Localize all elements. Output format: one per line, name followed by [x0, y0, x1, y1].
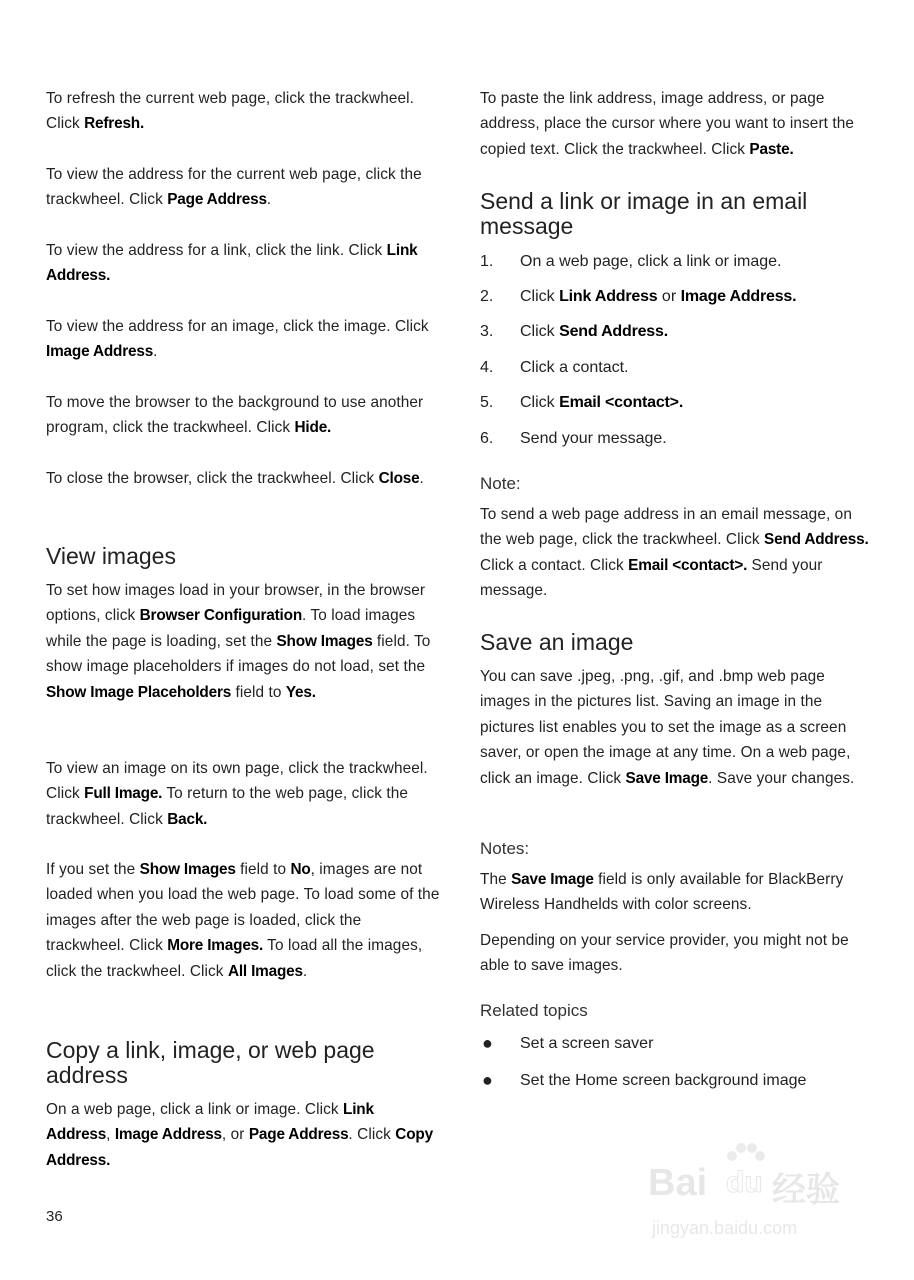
notes-label: Notes: — [480, 839, 530, 858]
copy-address-heading: Copy a link, image, or web page address — [46, 1037, 375, 1088]
link-address-paragraph: To view the address for a link, click the link. Click Link Address. — [46, 242, 418, 285]
baidu-jingyan-watermark — [648, 1140, 860, 1250]
note-paragraph: To send a web page address in an email message, on the web page, click the trackwheel. Click Send Address. Click a contact. Click Email <contact>. Send your message. — [480, 506, 869, 600]
bullet-icon: ● — [482, 1033, 493, 1053]
note-label: Note: — [480, 474, 521, 493]
hide-paragraph: To move the browser to the background to use another program, click the trackwheel. Click Hide. — [46, 394, 424, 437]
notes-paragraph-provider: Depending on your service provider, you might not be able to save images. — [480, 932, 849, 975]
close-paragraph: To close the browser, click the trackwheel. Click Close. — [46, 470, 424, 487]
image-load-paragraph: To set how images load in your browser, in the browser options, click Browser Configuration. To load images while the page is loading, set the Show Images field. To show image placeholders if images do not load, set the Show Image Placeholders field to Yes. — [46, 582, 431, 701]
page-address-paragraph: To view the address for the current web page, click the trackwheel. Click Page Address. — [46, 166, 422, 209]
copy-address-paragraph: On a web page, click a link or image. Click Link Address, Image Address, or Page Address. Click Copy Address. — [46, 1101, 433, 1169]
send-link-heading: Send a link or image in an email message — [480, 188, 808, 239]
save-image-paragraph: You can save .jpeg, .png, .gif, and .bmp web page images in the pictures list. Saving an image in the pictures list enables you to set the image as a screen saver, or open the image at any time. On a web page, click an image. Click Save Image. Save your changes. — [480, 668, 855, 787]
more-images-paragraph: If you set the Show Images field to No, images are not loaded when you load the web page. To load some of the images after the web page is loaded, click the trackwheel. Click More Images. To load all the images, click the trackwheel. Click All Images. — [46, 861, 440, 980]
watermark-brand-du: du — [726, 1166, 763, 1199]
watermark-brand-cn: 经验 — [772, 1171, 840, 1209]
notes-paragraph-color: The Save Image field is only available for BlackBerry Wireless Handhelds with color screens. — [480, 871, 844, 914]
paste-paragraph: To paste the link address, image address, or page address, place the cursor where you want to insert the copied text. Click the trackwheel. Click Paste. — [480, 90, 855, 158]
image-address-paragraph: To view the address for an image, click the image. Click Image Address. — [46, 318, 429, 361]
full-image-paragraph: To view an image on its own page, click the trackwheel. Click Full Image. To return to the web page, click the trackwheel. Click Back. — [46, 760, 428, 828]
save-image-heading: Save an image — [480, 629, 634, 655]
watermark-brand-latin: Bai — [648, 1162, 708, 1204]
refresh-paragraph: To refresh the current web page, click the trackwheel. Click Refresh. — [46, 90, 415, 133]
watermark-url: jingyan.baidu.com — [652, 1218, 798, 1238]
bullet-icon: ● — [482, 1070, 493, 1090]
page-number: 36 — [46, 1208, 63, 1225]
related-topics-label: Related topics — [480, 1001, 588, 1020]
view-images-heading: View images — [46, 543, 176, 569]
